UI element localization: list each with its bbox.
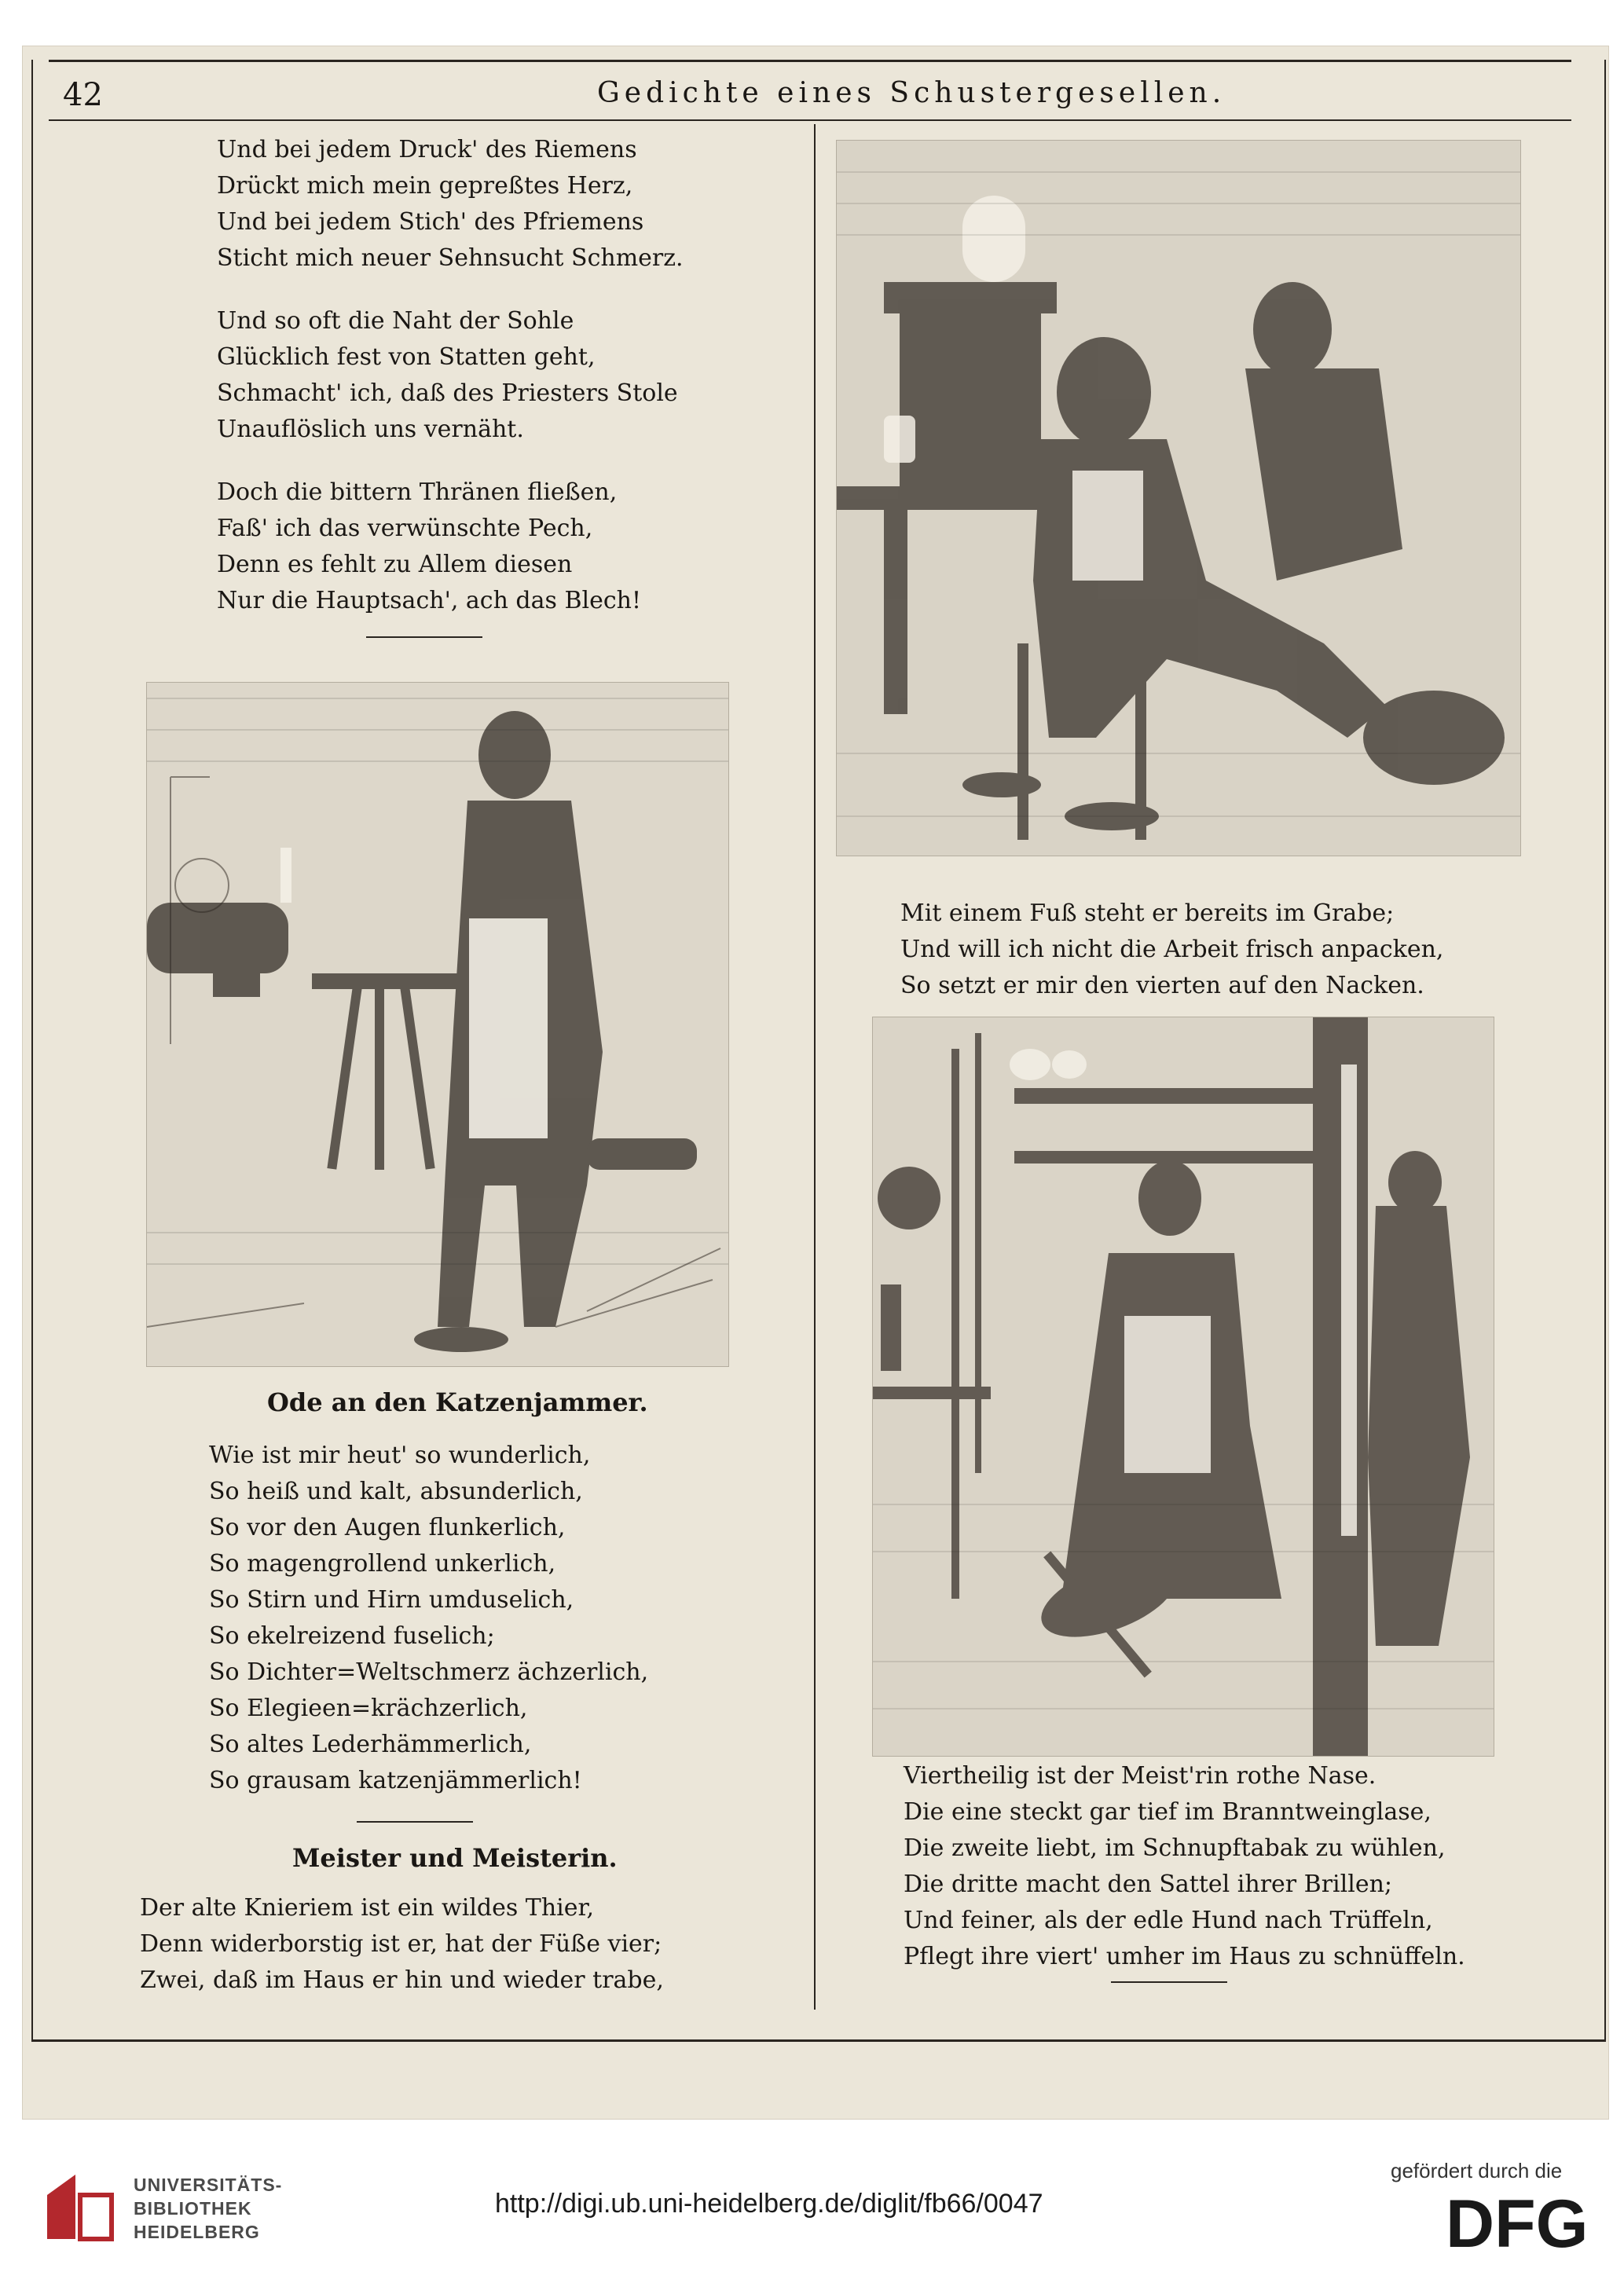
header-rule [49, 119, 1571, 121]
poem-line: Und feiner, als der edle Hund nach Trüffeln, [904, 1907, 1433, 1934]
stanza-2 [217, 303, 684, 448]
illustration-angry-mistress [872, 1017, 1494, 1757]
stanza-1 [217, 132, 684, 277]
library-name-line: HEIDELBERG [134, 2222, 260, 2242]
running-title: Gedichte eines Schustergesellen. [597, 77, 1226, 109]
meister-title: Meister und Meisterin. [292, 1843, 618, 1873]
poem-line: Und bei jedem Stich' des Pfriemens [217, 208, 644, 236]
poem-line: Nur die Hauptsach', ach das Blech! [217, 587, 642, 614]
stanza-3 [217, 475, 684, 619]
poem-line: Und will ich nicht die Arbeit frisch anpacken, [900, 936, 1444, 963]
poem-line: Die eine steckt gar tief im Branntweinglase, [904, 1798, 1432, 1826]
poem-line: Zwei, daß im Haus er hin und wieder trabe, [140, 1966, 664, 1994]
poem-line: So magengrollend unkerlich, [209, 1550, 556, 1578]
poem-line: So setzt er mir den vierten auf den Nacken. [900, 972, 1424, 999]
poem-line: So Stirn und Hirn umduselich, [209, 1586, 574, 1614]
dfg-logo-icon [1444, 2186, 1609, 2256]
poem-line: So heiß und kalt, absunderlich, [209, 1478, 583, 1505]
poem-line: Glücklich fest von Statten geht, [217, 343, 596, 371]
right-margin-rule [1604, 60, 1606, 2041]
verse-one [900, 896, 1443, 1004]
poem-line: Denn es fehlt zu Allem diesen [217, 551, 573, 578]
poem-line: Und bei jedem Druck' des Riemens [217, 136, 637, 163]
section-rule [357, 1821, 473, 1823]
poem-line: Unauflöslich uns vernäht. [217, 416, 524, 443]
illustration-hungover-cobbler [146, 682, 729, 1367]
poem-top [217, 132, 684, 646]
section-rule [366, 636, 482, 638]
poem-line: Die dritte macht den Sattel ihrer Brillen; [904, 1871, 1393, 1898]
permalink-url[interactable]: http://digi.ub.uni-heidelberg.de/diglit/fb66/0047 [495, 2189, 1043, 2219]
illustration-master-at-stove [836, 140, 1521, 856]
poem-line: So ekelreizend fuselich; [209, 1622, 495, 1650]
poem-line: Und so oft die Naht der Sohle [217, 307, 574, 335]
poem-line: Drückt mich mein gepreßtes Herz, [217, 172, 633, 200]
poem-line: Schmacht' ich, daß des Priesters Stole [217, 379, 678, 407]
poem-line: Pflegt ihre viert' umher im Haus zu schnüffeln. [904, 1943, 1465, 1970]
poem-line: So vor den Augen flunkerlich, [209, 1514, 566, 1541]
dfg-logo-text: DFG [1446, 2186, 1589, 2256]
library-name-line: UNIVERSITÄTS- [134, 2175, 283, 2195]
poem-line: Sticht mich neuer Sehnsucht Schmerz. [217, 244, 684, 272]
page-number: 42 [63, 77, 103, 113]
poem-line: So Elegieen=krächzerlich, [209, 1695, 528, 1722]
poem-line: Die zweite liebt, im Schnupftabak zu wühlen, [904, 1834, 1446, 1862]
ode-poem [209, 1438, 648, 1799]
funded-by-label: gefördert durch die [1391, 2159, 1563, 2182]
ode-title: Ode an den Katzenjammer. [267, 1387, 648, 1417]
poem-line: So Dichter=Weltschmerz ächzerlich, [209, 1658, 649, 1686]
bottom-border-rule [31, 2039, 1606, 2042]
poem-line: So grausam katzenjämmerlich! [209, 1767, 582, 1794]
meister-poem [140, 1890, 664, 1999]
poem-line: Faß' ich das verwünschte Pech, [217, 515, 593, 542]
university-library-logo-icon [44, 2171, 115, 2242]
section-rule [1111, 1981, 1227, 1983]
left-margin-rule [31, 60, 33, 2041]
poem-line: So altes Lederhämmerlich, [209, 1731, 532, 1758]
top-border-rule [49, 60, 1571, 62]
verse-two [904, 1758, 1465, 1975]
poem-line: Der alte Knieriem ist ein wildes Thier, [140, 1894, 595, 1922]
library-name-line: BIBLIOTHEK [134, 2198, 252, 2219]
poem-line: Denn widerborstig ist er, hat der Füße vier; [140, 1930, 662, 1958]
column-divider [814, 124, 816, 2010]
poem-line: Doch die bittern Thränen fließen, [217, 478, 618, 506]
poem-line: Wie ist mir heut' so wunderlich, [209, 1442, 591, 1469]
poem-line: Mit einem Fuß steht er bereits im Grabe; [900, 900, 1395, 927]
poem-line: Viertheilig ist der Meist'rin rothe Nase. [904, 1762, 1377, 1790]
